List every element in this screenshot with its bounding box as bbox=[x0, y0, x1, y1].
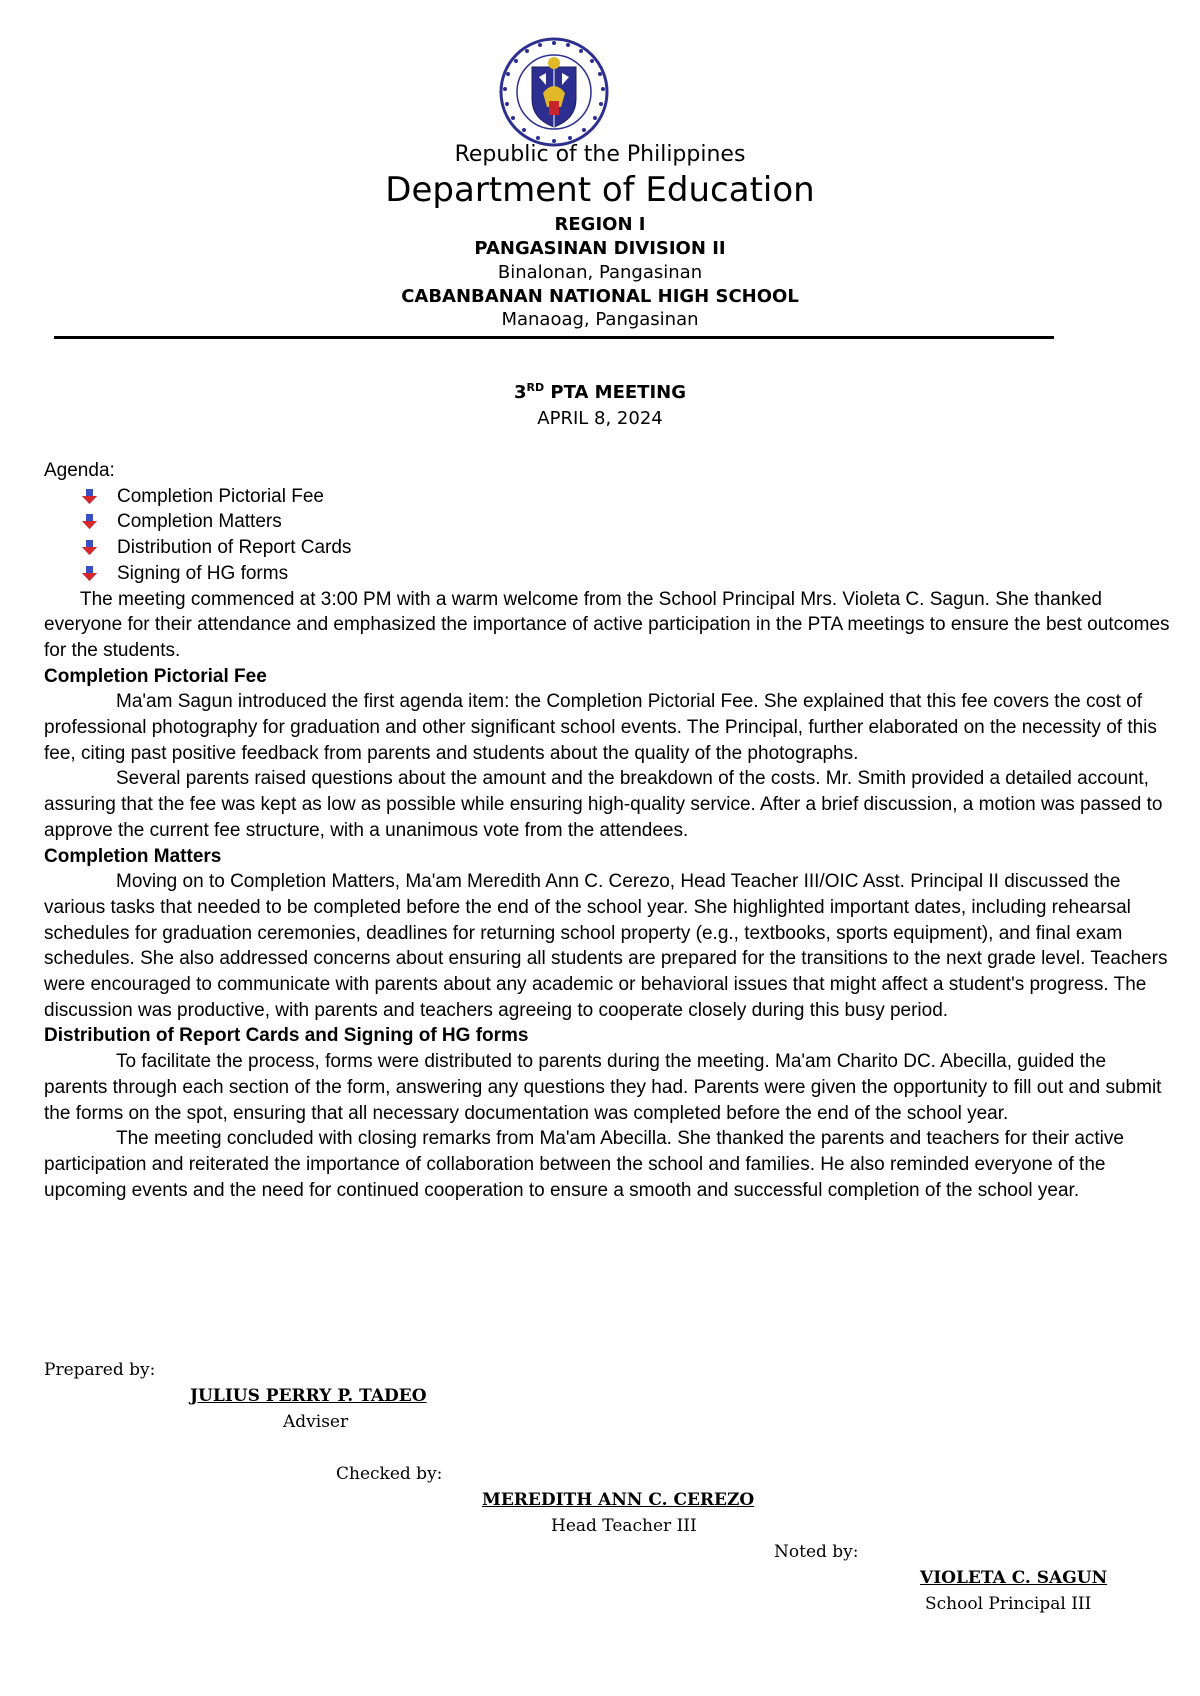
agenda-item: Completion Matters bbox=[81, 509, 1174, 535]
section-paragraph: Several parents raised questions about the amount and the breakdown of the costs. Mr. Smith provided a detailed account, assuring that the fee was kept as low as possible while ensuring high-quality service. After a brief discussion, a motion was passed to approve the current fee structure, with a unanimous vote from the attendees. bbox=[44, 768, 1163, 841]
arrow-down-bullet-icon bbox=[81, 488, 98, 505]
header-republic: Republic of the Philippines bbox=[454, 142, 746, 167]
noted-by-position: School Principal III bbox=[925, 1594, 1092, 1614]
noted-by-label: Noted by: bbox=[774, 1542, 859, 1562]
section-paragraph: The meeting concluded with closing remarks from Ma'am Abecilla. She thanked the parents and teachers for their active participation and reiterated the importance of collaboration between the school and families. He also reminded everyone of the upcoming events and the need for continued cooperation to ensure a smooth and successful completion of the school year. bbox=[44, 1128, 1124, 1201]
header-region: REGION I bbox=[554, 214, 646, 235]
header-division-town: Binalonan, Pangasinan bbox=[497, 262, 703, 283]
section-heading: Distribution of Report Cards and Signing of HG forms bbox=[44, 1025, 529, 1047]
agenda-list bbox=[44, 484, 1174, 587]
arrow-down-bullet-icon bbox=[81, 513, 98, 530]
header-school-town: Manaoag, Pangasinan bbox=[501, 309, 699, 330]
meeting-title: 3RD PTA MEETING bbox=[514, 381, 686, 403]
prepared-by-position: Adviser bbox=[283, 1412, 349, 1432]
intro-paragraph: The meeting commenced at 3:00 PM with a warm welcome from the School Principal Mrs. Violeta C. Sagun. She thanked everyone for their attendance and emphasized the importance of active participation in the PTA meetings to ensure the best outcomes for the students. bbox=[44, 588, 1170, 661]
section-heading: Completion Matters bbox=[44, 845, 222, 867]
deped-seal-icon bbox=[499, 37, 609, 147]
header-divider bbox=[54, 336, 1054, 339]
checked-by-position: Head Teacher III bbox=[551, 1516, 697, 1536]
checked-by-name: MEREDITH ANN C. CEREZO bbox=[482, 1490, 755, 1510]
noted-by-name: VIOLETA C. SAGUN bbox=[920, 1568, 1108, 1588]
section-paragraph: Ma'am Sagun introduced the first agenda item: the Completion Pictorial Fee. She explained that this fee covers the cost of professional photography for graduation and other significant school events. The Principal, further elaborated on the necessity of this fee, citing past positive feedback from parents and students about the quality of the photographs. bbox=[44, 691, 1157, 764]
minutes-body bbox=[44, 458, 1174, 1203]
section-paragraph: Moving on to Completion Matters, Ma'am Meredith Ann C. Cerezo, Head Teacher III/OIC Asst. Principal II discussed the various tasks that needed to be completed before the end of the school year. She highlighted important dates, including rehearsal schedules for graduation ceremonies, deadlines for returning school property (e.g., textbooks, sports equipment), and final exam schedules. She also addressed concerns about ensuring all students are prepared for the transitions to the next grade level. Teachers were encouraged to communicate with parents about any academic or behavioral issues that might affect a student's progress. The discussion was productive, with parents and teachers agreeing to cooperate closely during this busy period. bbox=[44, 871, 1168, 1021]
agenda-item: Distribution of Report Cards bbox=[81, 535, 1174, 561]
agenda-item: Signing of HG forms bbox=[81, 561, 1174, 587]
header-division: PANGASINAN DIVISION II bbox=[474, 238, 726, 259]
header-department: Department of Education bbox=[385, 170, 815, 210]
agenda-item: Completion Pictorial Fee bbox=[81, 484, 1174, 510]
checked-by-label: Checked by: bbox=[336, 1464, 443, 1484]
header-school: CABANBANAN NATIONAL HIGH SCHOOL bbox=[401, 286, 799, 307]
section-heading: Completion Pictorial Fee bbox=[44, 665, 267, 687]
arrow-down-bullet-icon bbox=[81, 565, 98, 582]
section-paragraph: To facilitate the process, forms were distributed to parents during the meeting. Ma'am Charito DC. Abecilla, guided the parents through each section of the form, answering any questions they had. Parents were given the opportunity to fill out and submit the forms on the spot, ensuring that all necessary documentation was completed before the end of the school year. bbox=[44, 1051, 1162, 1124]
prepared-by-name: JULIUS PERRY P. TADEO bbox=[190, 1386, 427, 1406]
meeting-date: APRIL 8, 2024 bbox=[537, 408, 663, 429]
prepared-by-label: Prepared by: bbox=[44, 1360, 156, 1380]
agenda-label: Agenda: bbox=[44, 460, 115, 481]
arrow-down-bullet-icon bbox=[81, 539, 98, 556]
meeting-ordinal-suffix: RD bbox=[526, 381, 545, 394]
